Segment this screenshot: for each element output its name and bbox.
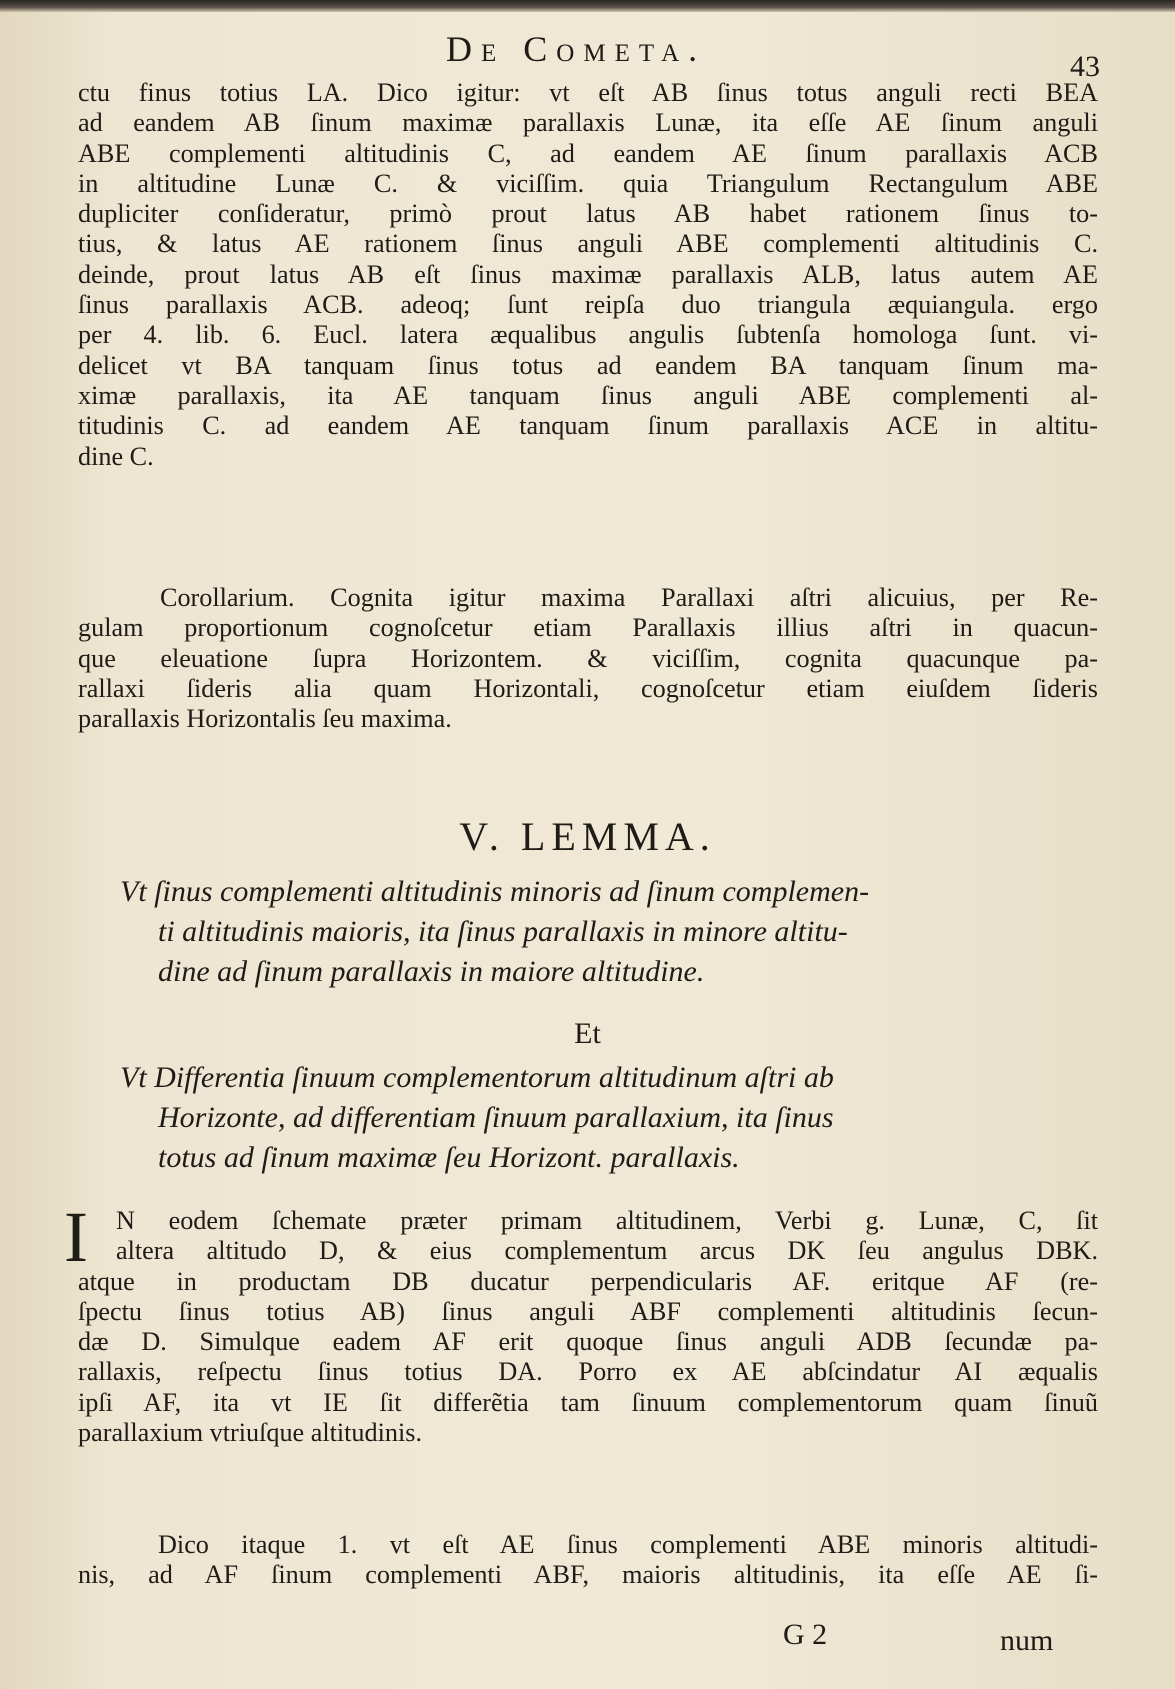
text-line: ſpectu ſinus totius AB) ſinus anguli ABF complementi altitudinis ſecun- <box>78 1296 1098 1326</box>
text-line: parallaxis Horizontalis ſeu maxima. <box>78 704 452 734</box>
text-line: ad eandem AB ſinum maximæ parallaxis Lunæ, ita eſſe AE ſinum anguli <box>78 108 1098 138</box>
scan-edge <box>0 0 1175 12</box>
text-line: tius, & latus AE rationem ſinus anguli ABE complementi altitudinis C. <box>78 229 1098 259</box>
text-line: ti altitudinis maioris, ita ſinus parallaxis in minore altitu- <box>158 915 848 948</box>
text-line: ſinus parallaxis ACB. adeoq; ſunt reipſa duo triangula æquiangula. ergo <box>78 290 1098 320</box>
paragraph-construction <box>78 1206 1098 1448</box>
paragraph-proof <box>78 78 1098 472</box>
text-line: altera altitudo D, & eius complementum arcus DK ſeu angulus DBK. <box>116 1236 1098 1266</box>
text-line: dine C. <box>78 441 154 471</box>
text-line: titudinis C. ad eandem AE tanquam ſinum parallaxis ACE in altitu- <box>78 411 1098 441</box>
text-line: N eodem ſchemate præter primam altitudinem, Verbi g. Lunæ, C, ſit <box>116 1206 1098 1235</box>
text-line: Corollarium. Cognita igitur maxima Parallaxi aſtri alicuius, per Re- <box>160 583 1098 612</box>
lemma-statement-2 <box>120 1058 834 1178</box>
text-line: ABE complementi altitudinis C, ad eandem AE ſinum parallaxis ACB <box>78 138 1098 168</box>
text-line: parallaxium vtriuſque altitudinis. <box>78 1418 423 1448</box>
text-line: nis, ad AF ſinum complementi ABF, maioris altitudinis, ita eſſe AE ſi- <box>78 1560 1098 1590</box>
text-line: dine ad ſinum parallaxis in maiore altitudine. <box>158 955 705 988</box>
text-line: dupliciter conſideratur, primò prout latus AB habet rationem ſinus to- <box>78 199 1098 229</box>
text-line: atque in productam DB ducatur perpendicularis AF. eritque AF (re- <box>78 1266 1098 1296</box>
text-line: que eleuatione ſupra Horizontem. & viciſſim, cognita quacunque pa- <box>78 643 1098 673</box>
signature-mark: G 2 <box>783 1618 828 1651</box>
paragraph-corollary <box>78 583 1098 734</box>
catchword: num <box>1000 1624 1054 1657</box>
text-line: Dico itaque 1. vt eſt AE ſinus complementi ABE minoris altitudi- <box>158 1530 1098 1559</box>
lemma-statement-1 <box>120 872 869 992</box>
text-line: ipſi AF, ita vt IE ſit differẽtia tam ſinuum complementorum quam ſinuũ <box>78 1387 1098 1417</box>
text-line: ctu finus totius LA. Dico igitur: vt eſt AB ſinus totus anguli recti BEA <box>78 78 1098 107</box>
page-header <box>0 22 1175 83</box>
text-line: ximæ parallaxis, ita AE tanquam ſinus anguli ABE complementi al- <box>78 380 1098 410</box>
text-line: Vt ſinus complementi altitudinis minoris ad ſinum complemen- <box>120 875 870 908</box>
text-line: totus ad ſinum maximæ ſeu Horizont. parallaxis. <box>158 1141 740 1174</box>
page-footer <box>0 1618 1175 1658</box>
text-line: Vt Differentia ſinuum complementorum altitudinum aſtri ab <box>120 1061 834 1094</box>
text-line: Horizonte, ad differentiam ſinuum parallaxium, ita ſinus <box>158 1101 834 1134</box>
text-line: rallaxis, reſpectu ſinus totius DA. Porro ex AE abſcindatur AI æqualis <box>78 1357 1098 1387</box>
text-line: delicet vt BA tanquam ſinus totus ad eandem BA tanquam ſinum ma- <box>78 350 1098 380</box>
paragraph-dico <box>78 1530 1098 1591</box>
text-line: deinde, prout latus AB eſt ſinus maximæ parallaxis ALB, latus autem AE <box>78 259 1098 289</box>
text-line: in altitudine Lunæ C. & viciſſim. quia Triangulum Rectangulum ABE <box>78 168 1098 198</box>
text-line: gulam proportionum cognoſcetur etiam Parallaxis illius aſtri in quacun- <box>78 613 1098 643</box>
lemma-title: V. LEMMA. <box>459 814 716 859</box>
text-line: per 4. lib. 6. Eucl. latera æqualibus angulis ſubtenſa homologa ſunt. vi- <box>78 320 1098 350</box>
running-title: De Cometa. <box>446 29 707 69</box>
text-line: dæ D. Simulque eadem AF erit quoque ſinus anguli ADB ſecundæ pa- <box>78 1327 1098 1357</box>
lemma-conjunction: Et <box>574 1017 601 1050</box>
dropcap-initial: I <box>64 1197 88 1277</box>
page-number: 43 <box>1070 50 1100 83</box>
text-line: rallaxi ſideris alia quam Horizontali, cognoſcetur etiam eiuſdem ſideris <box>78 673 1098 703</box>
